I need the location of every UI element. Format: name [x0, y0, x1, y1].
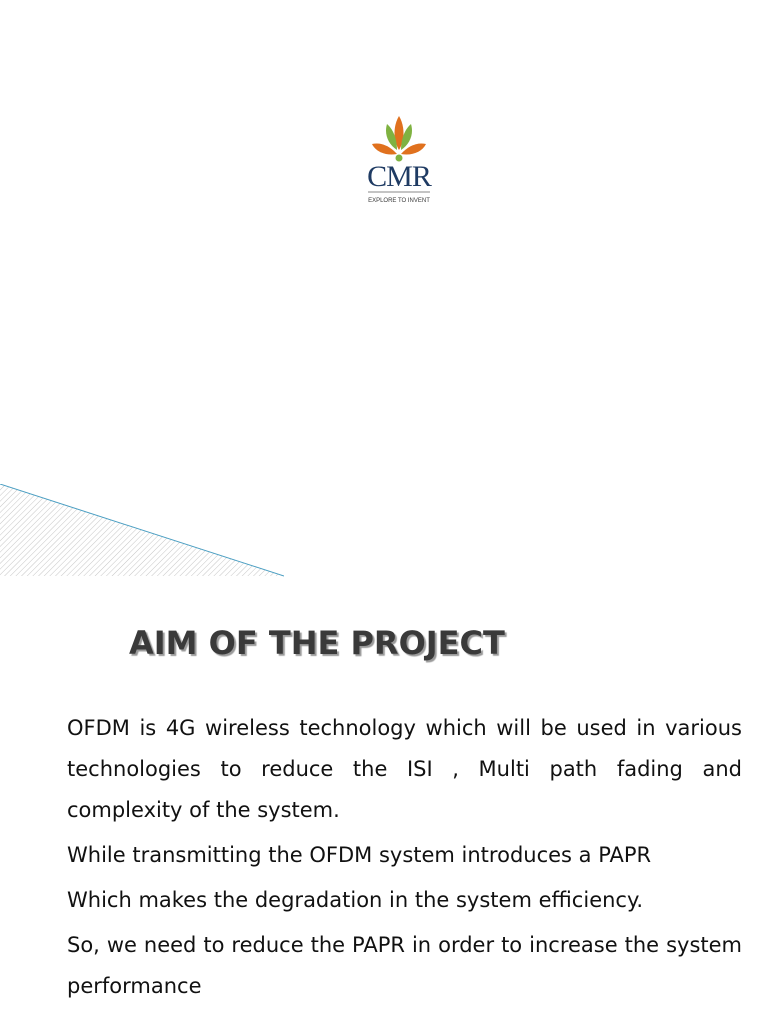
- logo-tagline: EXPLORE TO INVENT: [368, 198, 430, 204]
- svg-text:CMR: CMR: [367, 160, 431, 193]
- paragraph-reduce-papr: So, we need to reduce the PAPR in order to increase the system performance: [67, 933, 742, 998]
- slide-body: [67, 708, 742, 1024]
- paragraph-ofdm-intro: OFDM is 4G wireless technology which will be used in various technologies to reduce the ISI , Multi path fading and complexity of the system.: [67, 716, 742, 822]
- cmr-logo: [366, 114, 432, 210]
- slide-title: AIM OF THE PROJECT: [129, 624, 505, 662]
- paragraph-degradation: Which makes the degradation in the system efficiency.: [67, 888, 644, 912]
- decorative-hatched-wedge: [0, 484, 284, 578]
- lotus-leaves-icon: [366, 114, 432, 196]
- paragraph-papr-intro: While transmitting the OFDM system introduces a PAPR: [67, 843, 652, 867]
